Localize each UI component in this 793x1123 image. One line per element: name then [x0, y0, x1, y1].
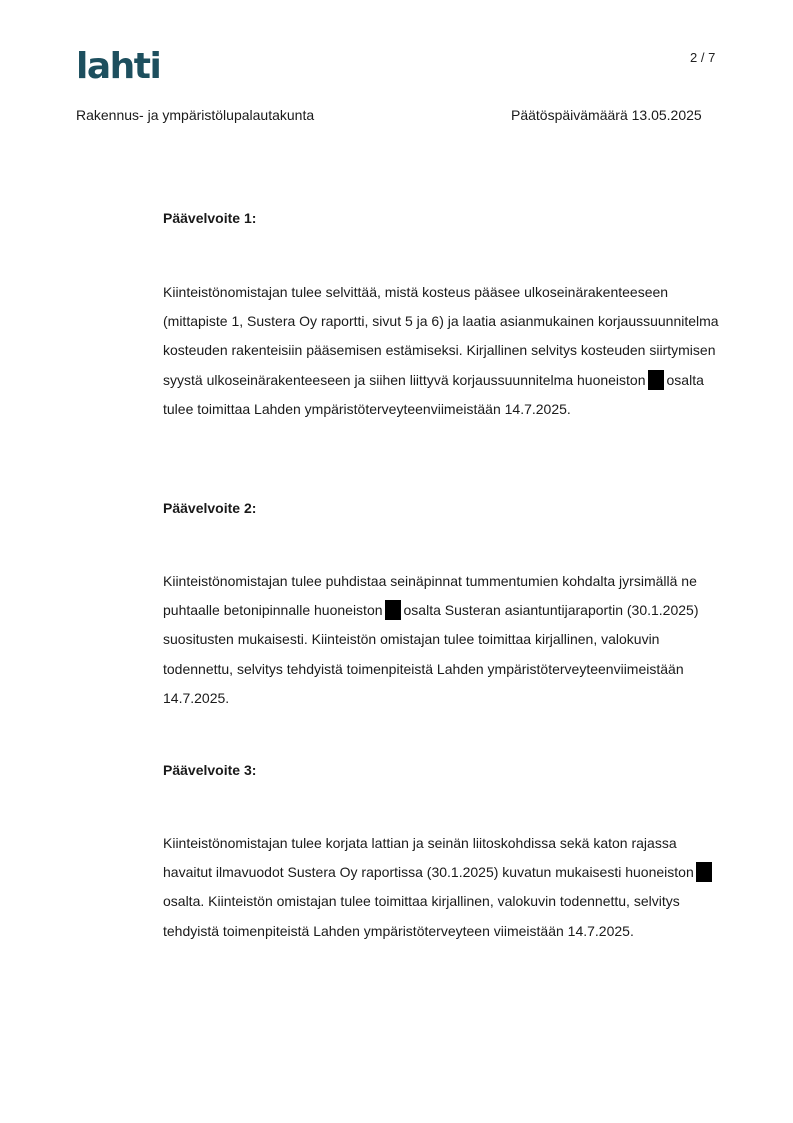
obligation-1-text-after: osalta tulee toimittaa Lahden ympäristöterveyteenviimeistään 14.7.2025. [163, 371, 704, 417]
obligation-2-title: Päävelvoite 2: [163, 500, 257, 516]
page-number: 2 / 7 [690, 50, 716, 65]
lahti-logo [76, 46, 168, 82]
decision-date: Päätöspäivämäärä 13.05.2025 [511, 107, 702, 123]
obligation-1-title: Päävelvoite 1: [163, 210, 257, 226]
obligation-3-text-after: osalta. Kiinteistön omistajan tulee toimittaa kirjallinen, valokuvin todennettu, selvitys tehdyistä toimenpiteistä Lahden ympäristöterveyteen viimeistään 14.7.2025. [163, 893, 680, 939]
obligation-1-text [163, 278, 723, 424]
svg-text:lahti: lahti [76, 46, 161, 82]
obligation-2-text-before: Kiinteistönomistajan tulee puhdistaa seinäpinnat tummentumien kohdalta jyrsimällä ne puhtaalle betonipinnalle huoneiston [163, 573, 697, 619]
obligation-1-text-before: Kiinteistönomistajan tulee selvittää, mistä kosteus pääsee ulkoseinärakenteeseen (mittapiste 1, Sustera Oy raportti, sivut 5 ja 6) ja laatia asianmukainen korjaussuunnitelma kosteuden rakenteisiin pääsemisen estämiseksi. Kirjallinen selvitys kosteuden siirtymisen syystä ulkoseinärakenteeseen ja siihen liittyvä korjaussuunnitelma huoneiston [163, 284, 719, 388]
redaction-box [385, 600, 401, 620]
obligation-3-title: Päävelvoite 3: [163, 762, 257, 778]
obligation-3-text-before: Kiinteistönomistajan tulee korjata lattian ja seinän liitoskohdissa sekä katon rajassa havaitut ilmavuodot Sustera Oy raportissa (30.1.2025) kuvatun mukaisesti huoneiston [163, 835, 694, 881]
redaction-box [648, 370, 664, 390]
committee-name: Rakennus- ja ympäristölupalautakunta [76, 107, 315, 123]
obligation-2-text-after: osalta Susteran asiantuntijaraportin (30.1.2025) suositusten mukaisesti. Kiinteistön omistajan tulee toimittaa kirjallinen, valokuvin todennettu, selvitys tehdyistä toimenpiteistä Lahden ympäristöterveyteenviimeistään 14.7.2025. [163, 602, 699, 706]
obligation-2-text [163, 567, 723, 713]
obligation-3-text [163, 829, 723, 946]
redaction-box [696, 862, 712, 882]
